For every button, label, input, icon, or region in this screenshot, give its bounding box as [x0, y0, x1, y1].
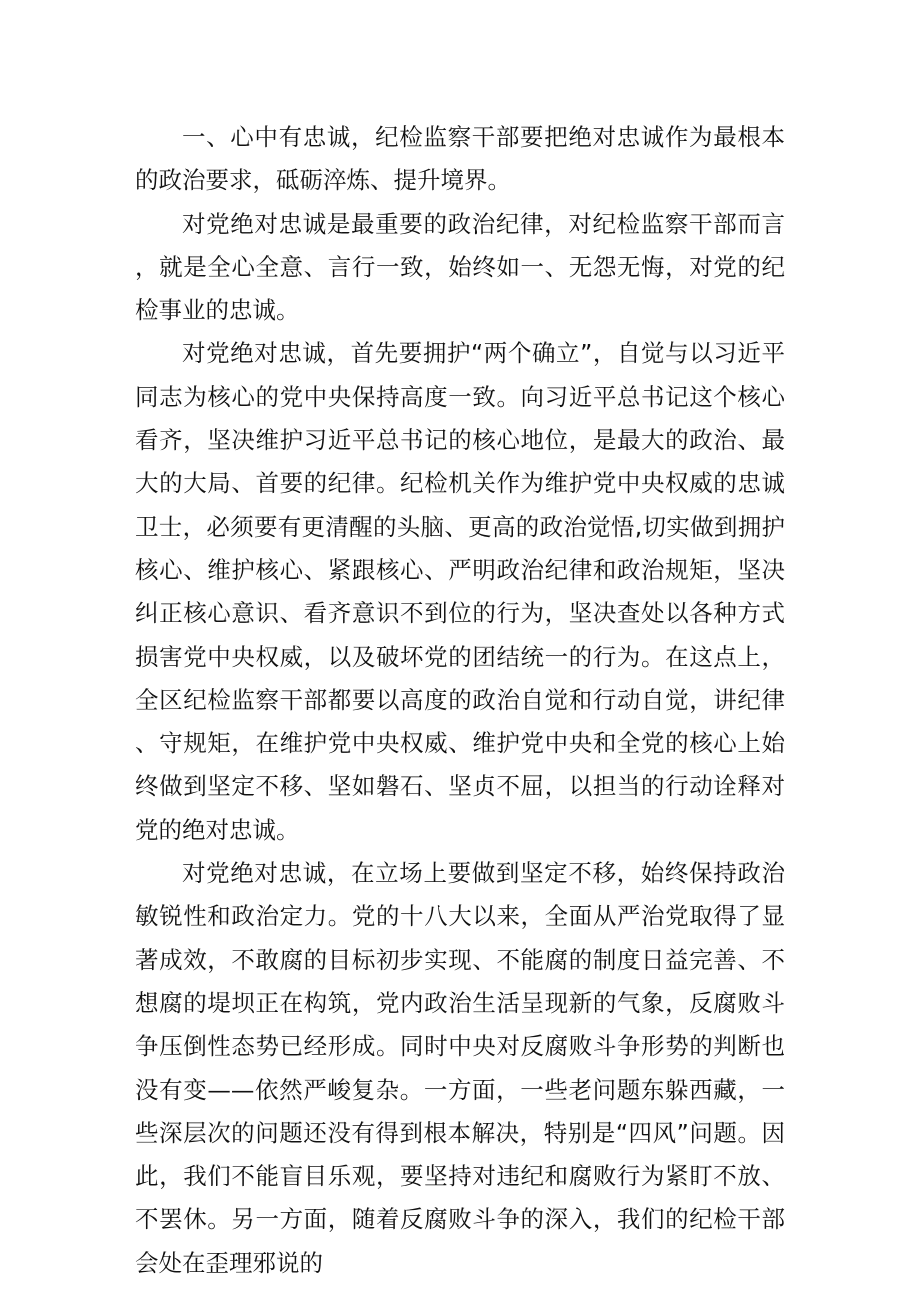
- paragraph: 对党绝对忠诚，在立场上要做到坚定不移，始终保持政治敏锐性和政治定力。党的十八大以来，全面从严治党取得了显著成效，不敢腐的目标初步实现、不能腐的制度日益完善、不想腐的堤坝正在构筑，党内政治生活呈现新的气象，反腐败斗争压倒性态势已经形成。同时中央对反腐败斗争形势的判断也没有变——依然严峻复杂。一方面，一些老问题东躲西藏，一些深层次的问题还没有得到根本解决，特别是“四风”问题。因此，我们不能盲目乐观，要坚持对违纪和腐败行为紧盯不放、不罢休。另一方面，随着反腐败斗争的深入，我们的纪检干部会处在歪理邪说的: [135, 859, 785, 1277]
- document-body: [135, 116, 785, 1285]
- paragraph: 对党绝对忠诚是最重要的政治纪律，对纪检监察干部而言，就是全心全意、言行一致，始终如一、无怨无悔，对党的纪检事业的忠诚。: [135, 209, 785, 325]
- paragraph: 对党绝对忠诚，首先要拥护“两个确立”，自觉与以习近平同志为核心的党中央保持高度一致。向习近平总书记这个核心看齐，坚决维护习近平总书记的核心地位，是最大的政治、最大的大局、首要的纪律。纪检机关作为维护党中央权威的忠诚卫士，必须要有更清醒的头脑、更高的政治觉悟,切实做到拥护核心、维护核心、紧跟核心、严明政治纪律和政治规矩，坚决纠正核心意识、看齐意识不到位的行为，坚决查处以各种方式损害党中央权威，以及破坏党的团结统一的行为。在这点上，全区纪检监察干部都要以高度的政治自觉和行动自觉，讲纪律、守规矩，在维护党中央权威、维护党中央和全党的核心上始终做到坚定不移、坚如磐石、坚贞不屈，以担当的行动诠释对党的绝对忠诚。: [135, 339, 785, 844]
- paragraph-heading: 一、心中有忠诚，纪检监察干部要把绝对忠诚作为最根本的政治要求，砥砺淬炼、提升境界。: [135, 123, 785, 195]
